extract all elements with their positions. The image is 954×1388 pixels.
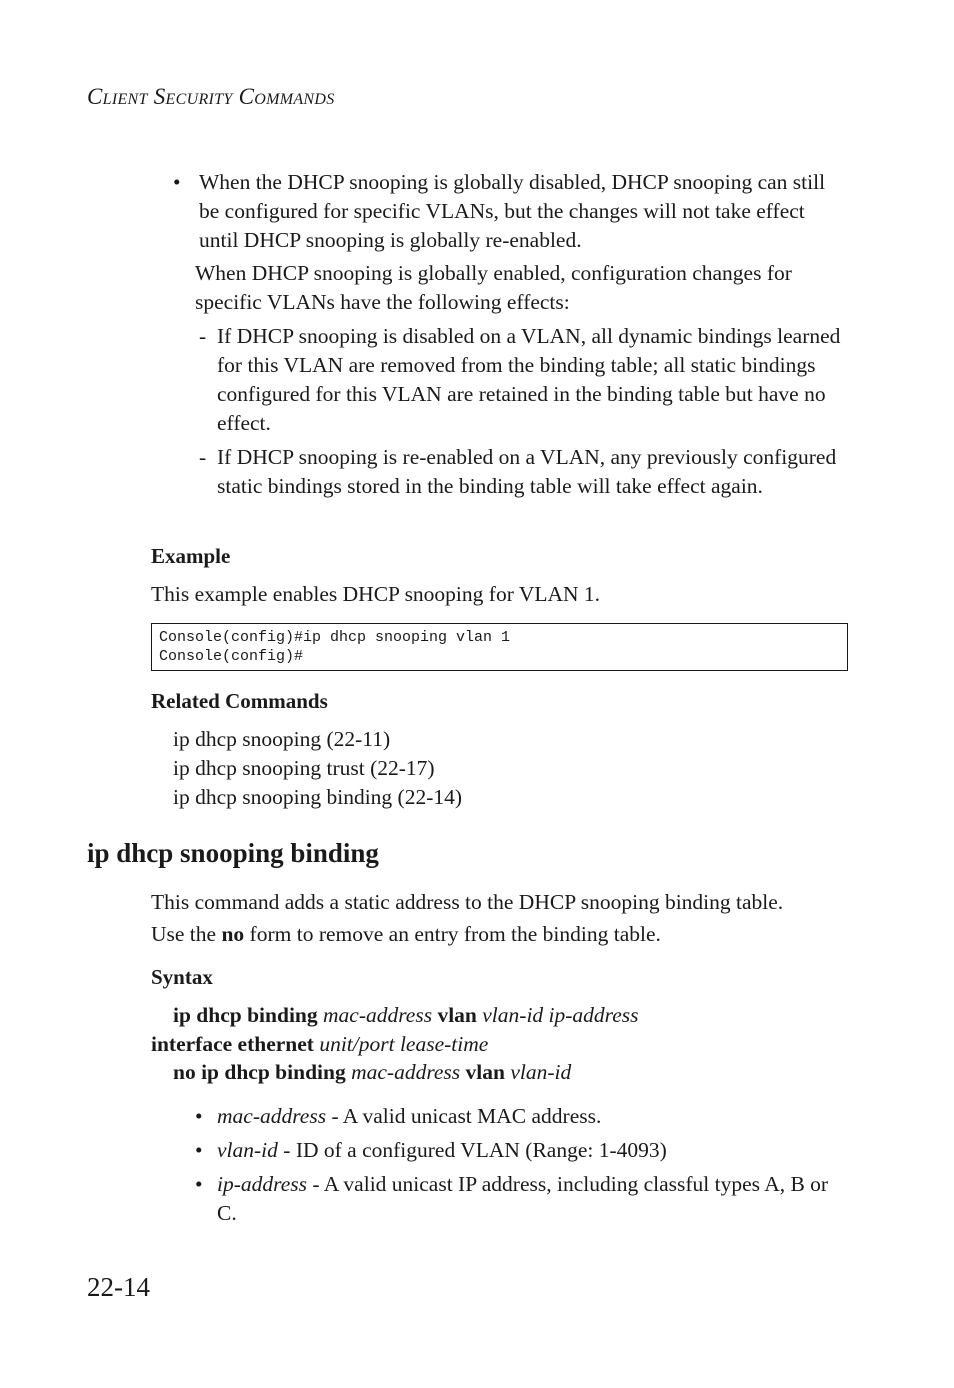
syntax-param: vlan-id — [510, 1060, 572, 1084]
description-text: form to remove an entry from the binding table. — [244, 922, 661, 946]
syntax-keyword: vlan — [437, 1003, 477, 1027]
parameter-list — [195, 1102, 845, 1233]
parameter-desc: - A valid unicast MAC address. — [326, 1104, 602, 1128]
dash-text: If DHCP snooping is re-enabled on a VLAN, any previously configured static bindings stored in the binding table will take effect again. — [217, 445, 837, 498]
related-command-link: ip dhcp snooping trust (22-17) — [173, 756, 435, 780]
parameter-desc: - A valid unicast IP address, including classful types A, B or C. — [217, 1172, 829, 1225]
syntax-line — [173, 1001, 639, 1030]
dash-text: If DHCP snooping is disabled on a VLAN, all dynamic bindings learned for this VLAN are removed from the binding table; all static bindings configured for this VLAN are retained in the binding table but have no effect. — [217, 324, 841, 435]
syntax-param: unit/port lease-time — [319, 1032, 489, 1056]
command-description — [151, 888, 851, 949]
code-example: Console(config)#ip dhcp snooping vlan 1 Console(config)# — [151, 623, 848, 671]
syntax-line — [173, 1058, 571, 1087]
parameter-item — [195, 1136, 845, 1165]
example-heading: Example — [151, 544, 231, 568]
bullet-mark: • — [195, 1138, 203, 1162]
dash-item — [199, 322, 849, 438]
syntax-keyword: interface ethernet — [151, 1032, 314, 1056]
bullet-mark: • — [195, 1104, 203, 1128]
running-header: Client Security Commands — [87, 84, 335, 109]
parameter-name: mac-address — [217, 1104, 327, 1128]
syntax-line — [151, 1030, 488, 1059]
related-command-link: ip dhcp snooping binding (22-14) — [173, 785, 463, 809]
section-title: ip dhcp snooping binding — [87, 838, 379, 868]
no-keyword: no — [221, 922, 245, 946]
syntax-keyword: ip dhcp binding — [173, 1003, 318, 1027]
bullet-mark: • — [173, 170, 181, 194]
dash-item — [199, 443, 849, 501]
syntax-keyword: no ip dhcp binding — [173, 1060, 346, 1084]
page-number: 22-14 — [87, 1272, 150, 1302]
syntax-param: mac-address — [323, 1003, 433, 1027]
syntax-keyword: vlan — [465, 1060, 505, 1084]
dash-mark: - — [199, 445, 207, 469]
parameter-item — [195, 1102, 845, 1131]
related-command-link: ip dhcp snooping (22-11) — [173, 727, 391, 751]
syntax-param: mac-address — [351, 1060, 461, 1084]
note-paragraph: When DHCP snooping is globally enabled, configuration changes for specific VLANs have the following effects: — [195, 261, 792, 314]
related-commands-heading: Related Commands — [151, 689, 328, 713]
example-intro: This example enables DHCP snooping for VLAN 1. — [151, 582, 601, 606]
parameter-desc: - ID of a configured VLAN (Range: 1-4093) — [277, 1138, 667, 1162]
bullet-item — [173, 168, 845, 255]
dash-mark: - — [199, 324, 207, 348]
description-line: This command adds a static address to the DHCP snooping binding table. — [151, 890, 784, 914]
syntax-heading: Syntax — [151, 965, 213, 989]
syntax-param: vlan-id ip-address — [482, 1003, 639, 1027]
description-text: Use the — [151, 922, 222, 946]
bullet-text: When the DHCP snooping is globally disabled, DHCP snooping can still be configured for specific VLANs, but the changes will not take effect until DHCP snooping is globally re-enabled. — [199, 170, 826, 252]
bullet-mark: • — [195, 1172, 203, 1196]
description-line — [151, 920, 851, 949]
parameter-name: vlan-id — [217, 1138, 278, 1162]
parameter-name: ip-address — [217, 1172, 307, 1196]
related-commands-list — [173, 725, 462, 812]
parameter-item — [195, 1170, 845, 1228]
